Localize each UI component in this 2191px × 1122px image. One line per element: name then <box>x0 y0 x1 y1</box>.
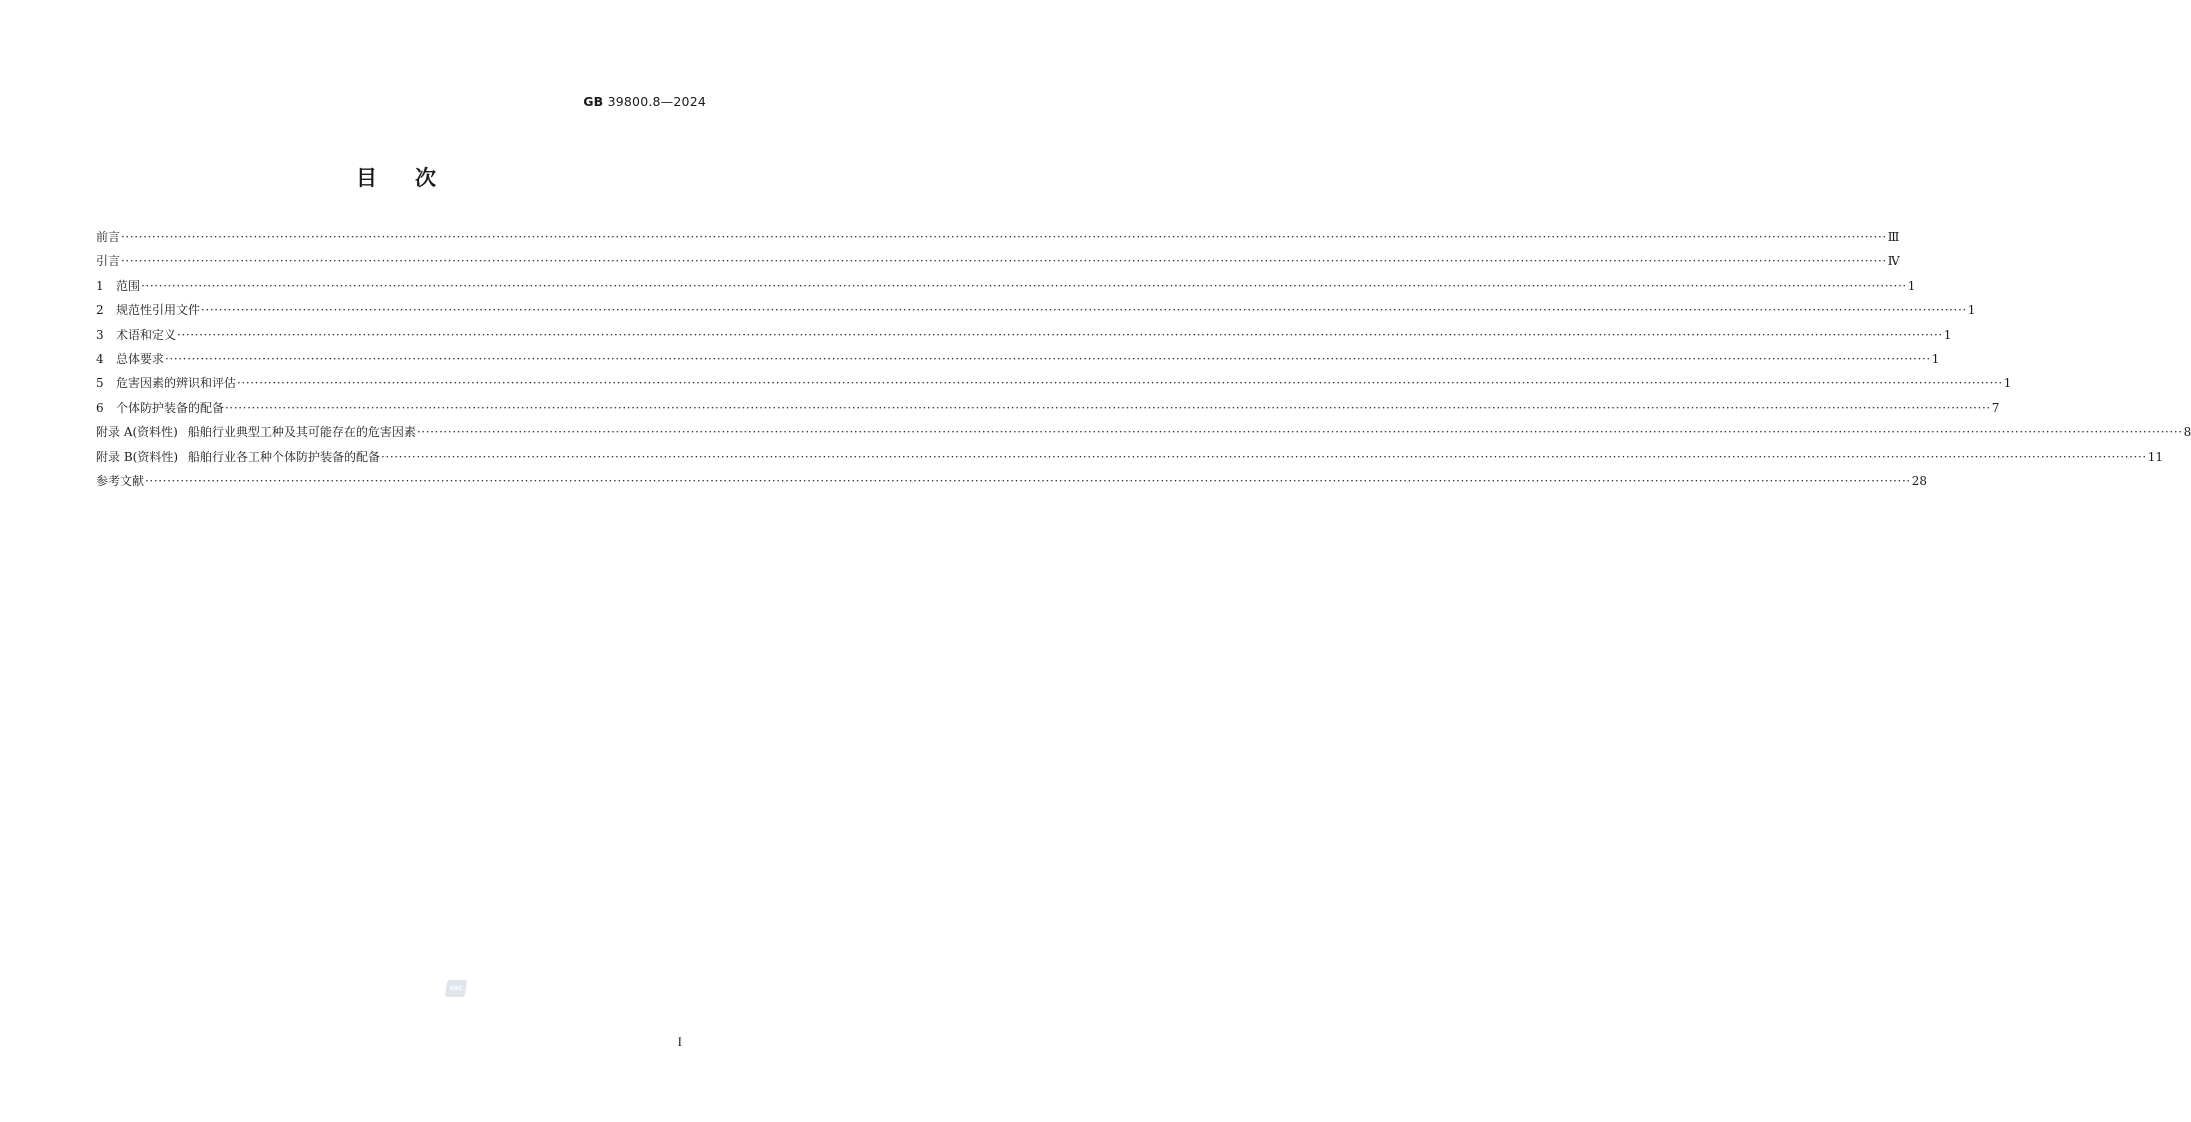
toc-dot-leader: ················································································································································································································································································································································································································ <box>225 400 1991 415</box>
toc-entry-number: 6 <box>96 400 104 415</box>
toc-entry[interactable] <box>96 349 1940 373</box>
toc-entry-page: 1 <box>2003 376 2012 391</box>
toc-entry-subtitle: 船舶行业各工种个体防护装备的配备 <box>188 449 381 464</box>
toc-dot-leader: ················································································································································································································································································································································································································ <box>381 449 2147 464</box>
toc-entry-number: 3 <box>96 327 104 342</box>
toc-dot-leader: ················································································································································································································································································································································································································ <box>121 254 1887 269</box>
toc-entry-page: 1 <box>1907 278 1916 293</box>
toc-entry-label: 危害因素的辨识和评估 <box>116 376 237 391</box>
toc-entry-number: 1 <box>96 278 104 293</box>
toc-entry[interactable] <box>96 471 1928 495</box>
standard-number: 39800.8—2024 <box>603 94 706 109</box>
toc-entry-label: 规范性引用文件 <box>116 303 201 318</box>
toc-entry-page: 7 <box>1991 400 2000 415</box>
toc-entry-label: 附录 B(资料性) <box>96 449 178 464</box>
toc-entry-label: 参考文献 <box>96 473 145 488</box>
toc-entry-label: 术语和定义 <box>116 327 177 342</box>
toc-dot-leader: ················································································································································································································································································································································································································ <box>141 278 1907 293</box>
toc-list <box>96 227 2191 495</box>
standard-code <box>583 94 706 109</box>
toc-entry-label: 引言 <box>96 254 121 269</box>
standard-prefix: GB <box>583 94 604 109</box>
toc-entry-number: 4 <box>96 351 104 366</box>
toc-dot-leader: ················································································································································································································································································································································································································ <box>121 230 1887 244</box>
toc-entry[interactable] <box>96 300 1976 324</box>
toc-dot-leader: ················································································································································································································································································································································································································ <box>201 303 1967 318</box>
toc-entry-page: 11 <box>2147 449 2164 464</box>
toc-entry-label: 总体要求 <box>116 351 165 366</box>
toc-entry-label: 附录 A(资料性) <box>96 425 178 440</box>
toc-entry-page: 1 <box>1967 303 1976 318</box>
page-number: I <box>677 1034 682 1049</box>
toc-entry-page: Ⅳ <box>1887 254 1900 269</box>
toc-entry[interactable] <box>96 373 2012 397</box>
toc-entry-page: 8 <box>2183 425 2191 440</box>
toc-entry-subtitle: 船舶行业典型工种及其可能存在的危害因素 <box>187 425 416 440</box>
toc-dot-leader: ················································································································································································································································································································································································································ <box>165 351 1931 366</box>
toc-entry[interactable] <box>96 325 1952 349</box>
toc-entry-label: 个体防护装备的配备 <box>116 400 225 415</box>
toc-dot-leader: ················································································································································································································································································································································································································ <box>237 376 2003 391</box>
toc-entry[interactable] <box>96 422 2191 446</box>
toc-entry[interactable] <box>96 227 1900 251</box>
toc-entry-page: 28 <box>1911 473 1928 488</box>
toc-dot-leader: ················································································································································································································································································································································································································ <box>416 425 2183 440</box>
toc-entry-page: 1 <box>1943 327 1952 342</box>
toc-entry-page: 1 <box>1931 351 1940 366</box>
sac-watermark-logo: SAC <box>445 980 467 997</box>
toc-entry[interactable] <box>96 251 1900 275</box>
toc-entry-label: 前言 <box>96 230 121 244</box>
toc-entry-page: Ⅲ <box>1887 230 1900 244</box>
toc-entry-label: 范围 <box>116 278 141 293</box>
toc-dot-leader: ················································································································································································································································································································································································································ <box>177 327 1943 342</box>
toc-entry[interactable] <box>96 276 1916 300</box>
toc-entry[interactable] <box>96 398 2000 422</box>
toc-entry[interactable] <box>96 447 2164 471</box>
toc-entry-number: 5 <box>96 376 104 391</box>
toc-dot-leader: ················································································································································································································································································································································································································ <box>145 473 1911 488</box>
toc-entry-number: 2 <box>96 303 104 318</box>
toc-title: 目次 <box>356 166 474 190</box>
